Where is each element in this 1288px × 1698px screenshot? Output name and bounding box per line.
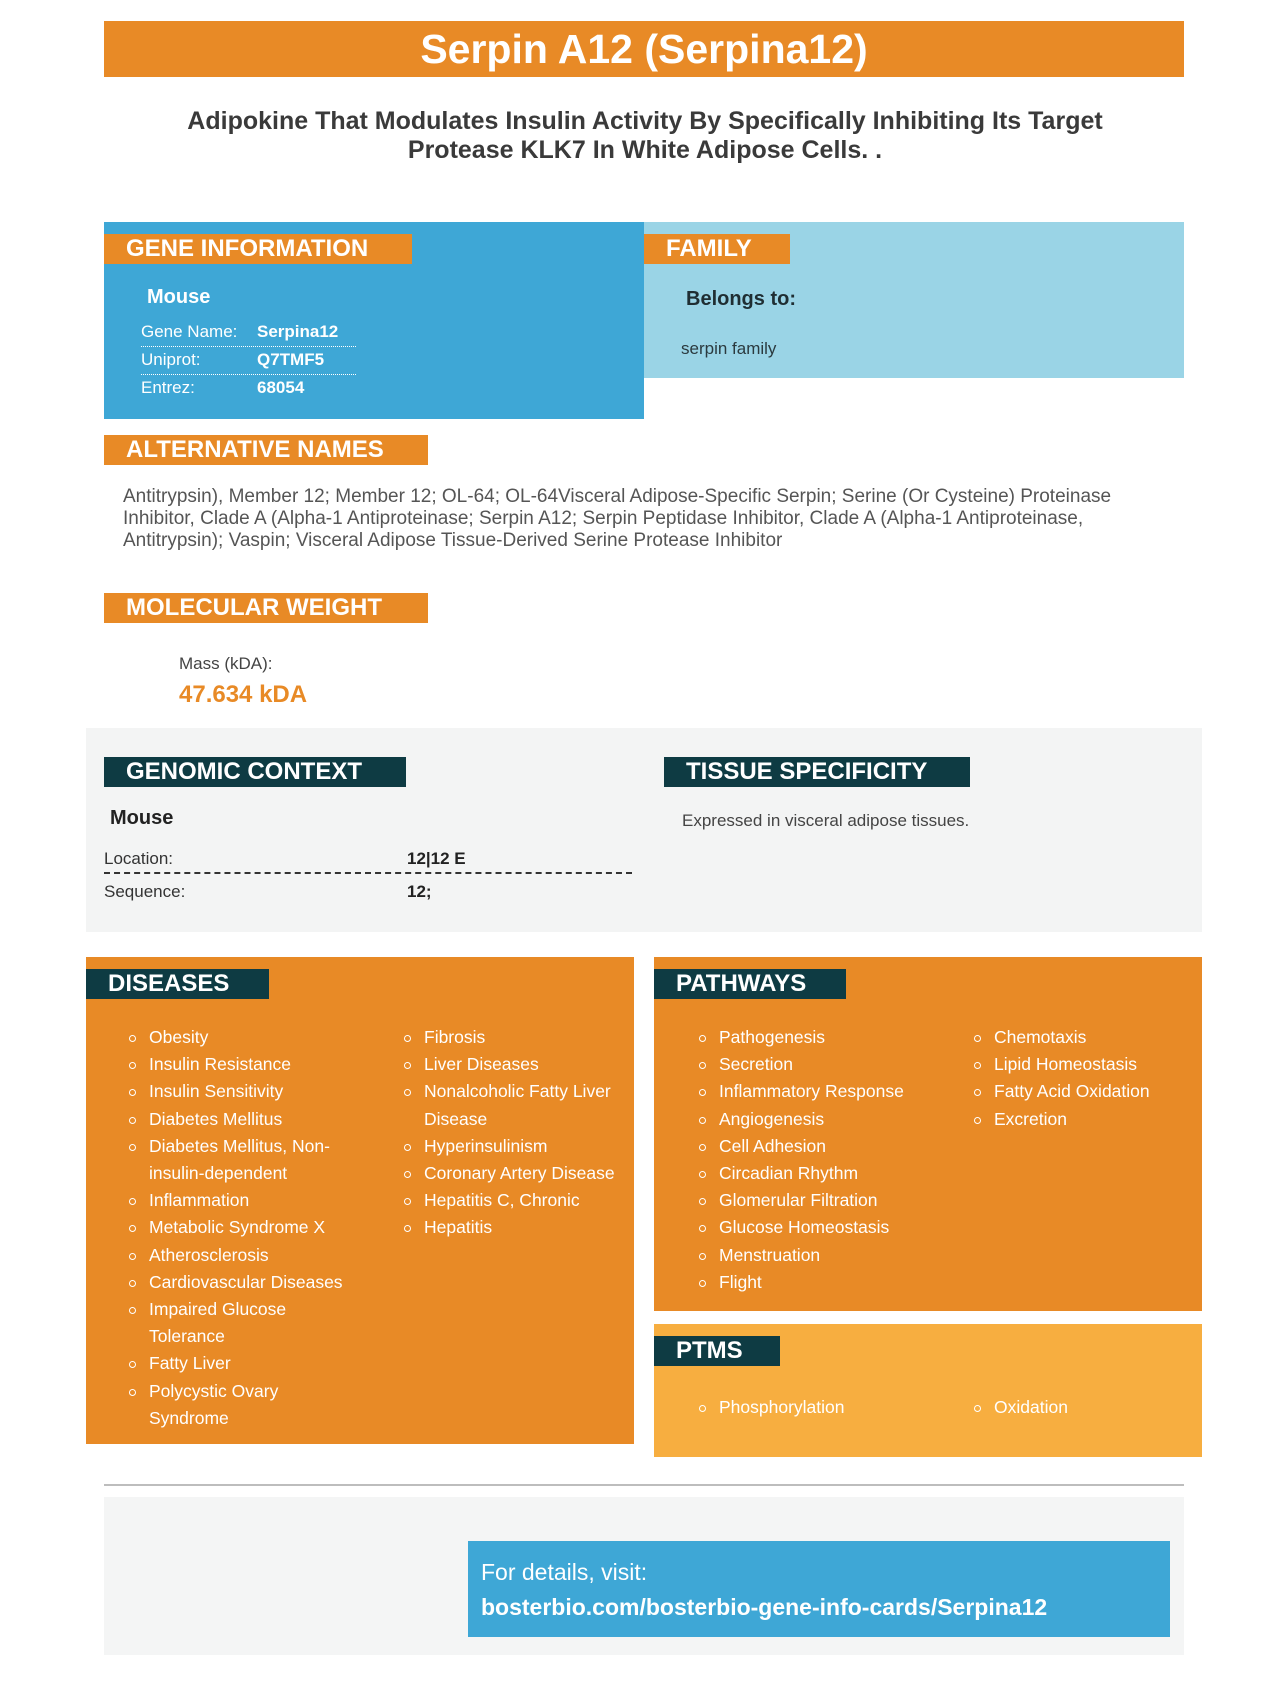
- details-label: For details, visit:: [481, 1559, 648, 1585]
- pathway-item: Menstruation: [699, 1242, 949, 1269]
- details-box: [468, 1541, 1170, 1637]
- family-panel: [644, 222, 1184, 378]
- molecular-weight-heading: MOLECULAR WEIGHT: [104, 593, 428, 623]
- mass-label: Mass (kDA):: [179, 654, 273, 673]
- pathway-item: Pathogenesis: [699, 1024, 949, 1051]
- pathways-list-2: [974, 1024, 1199, 1133]
- diseases-list-2: [404, 1024, 629, 1242]
- pathway-item: Chemotaxis: [974, 1024, 1199, 1051]
- disease-item: Fibrosis: [404, 1024, 629, 1051]
- disease-item: Polycystic Ovary Syndrome: [129, 1378, 344, 1432]
- disease-item: Diabetes Mellitus, Non-insulin-dependent: [129, 1133, 344, 1187]
- gene-organism: Mouse: [147, 286, 211, 308]
- genomic-context-band: [86, 728, 1202, 932]
- location-value: 12|12 E: [407, 849, 466, 868]
- genomic-organism: Mouse: [110, 807, 174, 829]
- location-label: Location:: [104, 849, 173, 868]
- sequence-value: 12;: [407, 882, 432, 901]
- diseases-panel: [86, 957, 634, 1444]
- ptm-item: Oxidation: [974, 1394, 1199, 1421]
- details-link[interactable]: bosterbio.com/bosterbio-gene-info-cards/Serpina12: [481, 1594, 1048, 1620]
- disease-item: Inflammation: [129, 1187, 344, 1214]
- disease-item: Hyperinsulinism: [404, 1133, 629, 1160]
- uniprot-value: Q7TMF5: [257, 350, 325, 369]
- ptms-heading: PTMS: [654, 1336, 780, 1366]
- entrez-value: 68054: [257, 378, 305, 397]
- uniprot-row: [141, 346, 356, 375]
- tissue-specificity-heading: TISSUE SPECIFICITY: [664, 757, 970, 787]
- mass-value: 47.634 kDA: [179, 681, 308, 708]
- gene-name-row: [141, 318, 356, 347]
- disease-item: Fatty Liver: [129, 1350, 344, 1377]
- disease-item: Insulin Resistance: [129, 1051, 344, 1078]
- alternative-names-text: Antitrypsin), Member 12; Member 12; OL-64; OL-64Visceral Adipose-Specific Serpin; Serine (Or Cysteine) Proteinase Inhibitor, Clade A (Alpha-1 Antiproteinase; Serpin A12; Serpin Peptidase Inhibitor, Clade A (Alpha-1 Antiproteinase, Antitrypsin); Vaspin; Visceral Adipose Tissue-Derived Serine Protease Inhibitor: [123, 486, 1112, 551]
- disease-item: Coronary Artery Disease: [404, 1160, 629, 1187]
- pathways-list-1: [699, 1024, 949, 1296]
- entrez-row: [141, 374, 356, 402]
- disease-item: Diabetes Mellitus: [129, 1106, 344, 1133]
- diseases-heading: DISEASES: [86, 969, 269, 999]
- pathways-panel: [654, 957, 1202, 1311]
- uniprot-label: Uniprot:: [141, 350, 201, 369]
- tissue-specificity-text: Expressed in visceral adipose tissues.: [682, 811, 970, 830]
- disease-item: Hepatitis C, Chronic: [404, 1187, 629, 1214]
- disease-item: Impaired Glucose Tolerance: [129, 1296, 344, 1350]
- entrez-label: Entrez:: [141, 378, 195, 397]
- ptms-panel: [654, 1324, 1202, 1457]
- ptms-list-2: [974, 1394, 1199, 1421]
- disease-item: Obesity: [129, 1024, 344, 1051]
- pathway-item: Angiogenesis: [699, 1106, 949, 1133]
- sequence-label: Sequence:: [104, 882, 186, 901]
- diseases-list-1: [129, 1024, 344, 1432]
- gene-information-heading: GENE INFORMATION: [104, 234, 412, 264]
- gene-name-value: Serpina12: [257, 322, 339, 341]
- pathway-item: Excretion: [974, 1106, 1199, 1133]
- pathway-item: Circadian Rhythm: [699, 1160, 949, 1187]
- gene-name-label: Gene Name:: [141, 322, 238, 341]
- ptms-list-1: [699, 1394, 949, 1421]
- disease-item: Atherosclerosis: [129, 1242, 344, 1269]
- pathway-item: Inflammatory Response: [699, 1078, 949, 1105]
- pathway-item: Glomerular Filtration: [699, 1187, 949, 1214]
- location-row: [104, 844, 632, 874]
- disease-item: Liver Diseases: [404, 1051, 629, 1078]
- pathway-item: Lipid Homeostasis: [974, 1051, 1199, 1078]
- alternative-names-heading: ALTERNATIVE NAMES: [104, 435, 428, 465]
- pathway-item: Flight: [699, 1269, 949, 1296]
- sequence-row: [104, 878, 632, 906]
- family-heading: FAMILY: [644, 234, 790, 264]
- pathway-item: Glucose Homeostasis: [699, 1214, 949, 1241]
- disease-item: Hepatitis: [404, 1214, 629, 1241]
- disease-item: Insulin Sensitivity: [129, 1078, 344, 1105]
- disease-item: Metabolic Syndrome X: [129, 1214, 344, 1241]
- pathway-item: Cell Adhesion: [699, 1133, 949, 1160]
- pathways-heading: PATHWAYS: [654, 969, 846, 999]
- pathway-item: Fatty Acid Oxidation: [974, 1078, 1199, 1105]
- ptm-item: Phosphorylation: [699, 1394, 949, 1421]
- disease-item: Nonalcoholic Fatty Liver Disease: [404, 1078, 629, 1132]
- pathway-item: Secretion: [699, 1051, 949, 1078]
- page-title: Serpin A12 (Serpina12): [420, 26, 868, 72]
- gene-information-panel: [104, 222, 644, 419]
- title-banner: [104, 21, 1184, 77]
- page-subtitle: Adipokine That Modulates Insulin Activity By Specifically Inhibiting Its Target Protease KLK7 In White Adipose Cells. .: [187, 107, 1103, 164]
- genomic-context-heading: GENOMIC CONTEXT: [104, 757, 406, 787]
- footer-divider: [104, 1484, 1184, 1486]
- belongs-to-label: Belongs to:: [686, 288, 796, 310]
- family-value: serpin family: [681, 339, 777, 358]
- disease-item: Cardiovascular Diseases: [129, 1269, 344, 1296]
